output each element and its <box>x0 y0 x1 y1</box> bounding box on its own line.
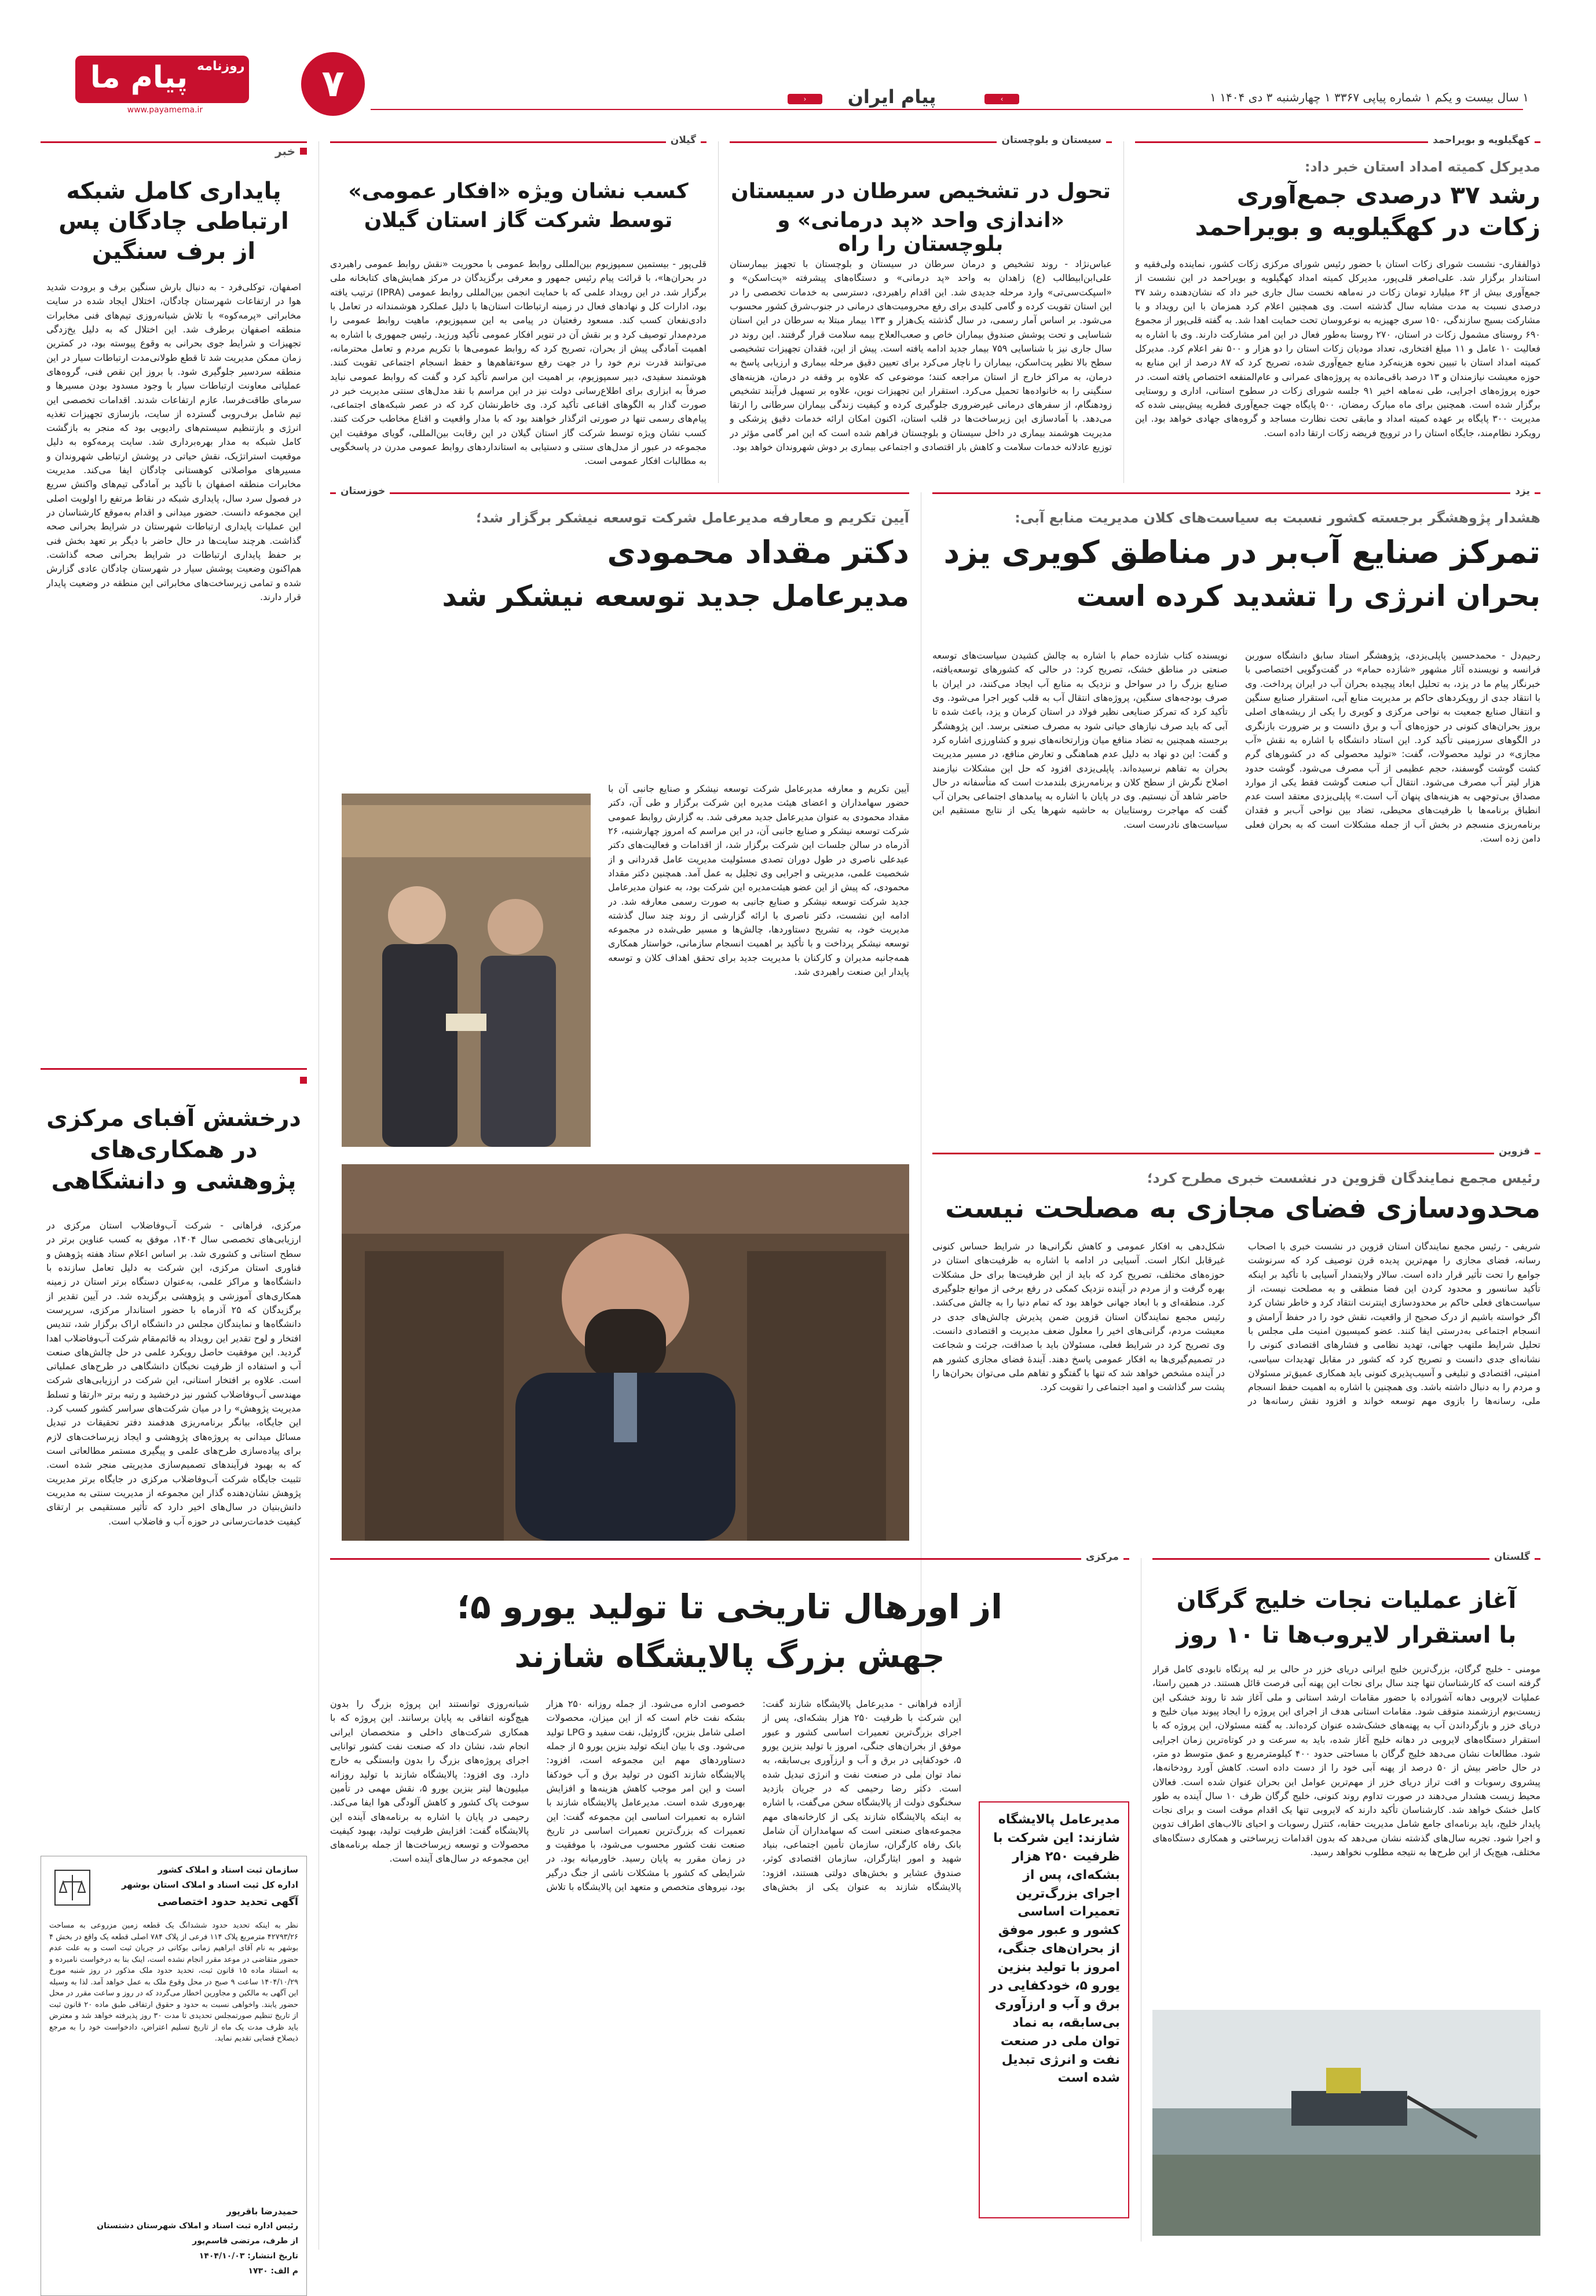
column-divider <box>1123 141 1124 483</box>
title-line1: تمرکز صنایع آب‌بر در مناطق کویری یزد <box>943 534 1540 571</box>
title-line2: «اندازی واحد «پد درمانی» و بلوچستان را راه <box>777 209 1064 256</box>
body: آزاده فراهانی - مدیرعامل پالایشگاه شازند گفت: این شرکت با ظرفیت ۲۵۰ هزار بشکه‌ای، پس از اجرای بزرگ‌ترین تعمیرات اساسی کشور و عبور موفق از بحران‌های جنگی، امروز با تولید بنزین یورو ۵، خودکفایی در برق و آب و ارزآوری بی‌سابقه، به نماد توان ملی در صنعت نفت و انرژی تبدیل شده است. دکتر رضا رحیمی که در جریان بازدید سخنگوی دولت از پالایشگاه سخن می‌گفت، با اشاره به اینکه پالایشگاه شازند یکی از کارخانه‌های مهم مجموعه‌های صنعتی است که سهامداران آن شامل بانک رفاه کارگران، سازمان تأمین اجتماعی، بنیاد شهید و امور ایثارگران، سازمان اقتصادی کوثر، صندوق عشایر و بخش‌های دولتی هستند، افزود: پالایشگاه شازند به عنوان یکی از بخش‌های خصوصی اداره می‌شود. از جمله روزانه ۲۵۰ هزار بشکه نفت خام است که از این میزان، محصولات اصلی شامل بنزین، گازوئیل، نفت سفید و LPG تولید می‌شود. وی با بیان اینکه تولید بنزین یورو ۵ از جمله دستاوردهای مهم این مجموعه است، افزود: پالایشگاه شازند اکنون در تولید برق و آب خودکفا است و این امر موجب کاهش هزینه‌ها و افزایش بهره‌وری شده است. مدیرعامل پالایشگاه شازند با اشاره به تعمیرات اساسی این مجموعه گفت: این تعمیرات که بزرگ‌ترین تعمیرات اساسی در تاریخ صنعت نفت کشور محسوب می‌شود، با موفقیت و در زمان مقرر به پایان رسید. خاورمیانه بود. در شرایطی که کشور با مشکلات ناشی از جنگ درگیر بود، نیروهای متخصص و متعهد این پالایشگاه با تلاش شبانه‌روزی توانستند این پروژه بزرگ را بدون هیچ‌گونه اتفاقی به پایان برسانند. این پروژه که با همکاری شرکت‌های داخلی و متخصصان ایرانی انجام شد، نشان داد که صنعت نفت کشور توانایی اجرای پروژه‌های بزرگ را بدون وابستگی به خارج دارد. وی افزود: پالایشگاه شازند با تولید روزانه میلیون‌ها لیتر بنزین یورو ۵، نقش مهمی در تأمین سوخت پاک کشور و کاهش آلودگی هوا ایفا می‌کند. رحیمی در پایان با اشاره به برنامه‌های آینده این پالایشگاه گفت: افزایش ظرفیت تولید، بهبود کیفیت محصولات و توسعه زیرساخت‌ها از جمله برنامه‌های این مجموعه در سال‌های آینده است. <box>330 1698 961 1893</box>
title: محدودسازی فضای مجازی به مصلحت نیست <box>945 1192 1540 1224</box>
title-line2: با استقرار لایروب‌ها تا ۱۰ روز <box>1176 1622 1517 1648</box>
body: قلی‌پور - بیستمین سمپوزیوم بین‌المللی روابط عمومی با محوریت «نقش روابط عمومی راهبردی در بحران‌ها»، با قرائت پیام رئیس جمهور و معرفی برگزیدگان در مرکز همایش‌های کتابخانه ملی برگزار شد. در این رویداد علمی که با حمایت انجمن بین‌المللی روابط عمومی (IPRA) ترتیب یافته بود، ادارات کل و نهادهای فعال در زمینه ارتباطات استان‌ها با دلیل عملکرد هوشمندانه در تعامل با دادی‌نفعان کسب کند. مسعود رفعتیان در پیامی به این سمپوزیوم، ماهیت روابط عمومی را مردم‌مدار توصیف کرد و بر نقش آن در تنویر افکار عمومی تأکید ورزید. رئیس جمهوری با اشاره به اهمیت آمادگی پیش از بحران، تصریح کرد که روابط عمومی‌ها با تکریم مردم و تعامل محترمانه، می‌توانند قدرت نرم خود را در جهت رفع سوءتفاهم‌ها و حفظ انسجام اجتماعی تقویت کنند. هوشمند سفیدی، دبیر سمپوزیوم، بر اهمیت این مراسم تأکید کرد و گفت که روابط عمومی نباید صرفاً به ابزاری برای اطلاع‌رسانی دولت نیز در این مراسم با نقد مدل‌های سنتی مدیریت خبر در صورت گذار به الگوهای اقناعی تأکید کرد. وی خاطرنشان کرد که در عصر شبکه‌های اجتماعی، پیام‌های رسمی تنها در صورتی اثرگذار خواهند بود که با مدار واقعیت و اقناع مخاطب حرکت کنند. کسب نشان ویژه توسط شرکت گاز استان گیلان در این رقابت بین‌المللی، گویای موفقیت این مجموعه در عبور از مدل‌های سنتی و دستیابی به استانداردهای روابط عمومی مدرن در پاسخگویی به مطالبات افکار عمومی است. <box>330 258 707 467</box>
article-kohgiluyeh <box>1135 134 1540 483</box>
masthead <box>0 0 1596 139</box>
title-line1: آغاز عملیات نجات خلیج گرگان <box>1176 1587 1517 1614</box>
kicker: رئیس مجمع نمایندگان قزوین در نشست خبری مطرح کرد؛ <box>1147 1170 1540 1186</box>
section-tag: خوزستان <box>336 485 390 497</box>
title-line2: جهش بزرگ پالایشگاه شازند <box>514 1638 945 1675</box>
legal-notice-box <box>41 1856 307 2296</box>
title-line1: از اورهال تاریخی تا تولید یورو ۵؛ <box>456 1587 1003 1626</box>
body: مومنی - خلیج گرگان، بزرگ‌ترین خلیج ایرانی دریای خزر در حالی بر لبه پرتگاه نابودی کامل قرار گرفته است که کارشناسان تنها چند سال برای نجات این پهنه آبی فرصت قائل هستند. در همین راستا، عملیات لایروبی دهانه آشوراده با حضور مقامات ارشد استانی و ملی آغاز شد تا روند خشکی این زیست‌بوم ارزشمند متوقف شود. مقامات استانی هدف از اجرای این پروژه را ایجاد پیوند میان خلیج و دریای خزر و بازگرداندن آب به پهنه‌های خشک‌شده عنوان کرده‌اند. به گفته مسئولان، این پروژه که با استقرار دستگاه‌های لایروبی در دهانه خلیج آغاز شده، باید به سرعت و در کوتاه‌ترین زمان اجرایی شود. مطالعات نشان می‌دهد خلیج گرگان با مساحتی حدود ۴۰۰ کیلومترمربع و عمق متوسط دو متر، در حال حاضر بیش از ۵۰ درصد از پهنه آبی خود را از دست داده است. کاهش آورد رودخانه‌ها، پیشروی رسوبات و افت تراز دریای خزر از مهم‌ترین عوامل این بحران عنوان شده است. فعالان محیط زیست هشدار می‌دهند در صورت تداوم روند کنونی، خلیج گرگان ظرف ۱۰ سال آینده به طور کامل خشک خواهد شد. کارشناسان تأکید دارند که لایروبی تنها یک اقدام موقت است و برای نجات پایدار خلیج، باید برنامه‌ای جامع شامل مدیریت حقابه، کنترل رسوبات و احیای تالاب‌های اطراف تدوین و اجرا شود. تجربه سال‌های گذشته نشان می‌دهد که بدون اقدامات زیرساختی و همکاری دستگاه‌های مختلف، هیچ‌یک از این طرح‌ها به نتیجه مطلوب نخواهد رسید. <box>1152 1663 1540 1858</box>
chadegan-body: اصفهان، توکلی‌فرد - به دنبال بارش سنگین برف و برودت شدید هوا در ارتفاعات شهرستان چادگان، اختلال ایجاد شده در سایت مخابراتی «پرمه‌کوه» با تلاش شبانه‌روزی تیم‌های فنی مخابرات منطقه اصفهان برطرف شد. این اختلال که به دلیل یخ‌زدگی تجهیزات و شرایط جوی بحرانی به وقوع پیوسته بود، در کمترین زمان ممکن مدیریت شد تا قطع طولانی‌مدت ارتباطات سیار در این منطقه سردسیر جلوگیری شود. با بروز این نقص فنی، گروه‌های عملیاتی معاونت ارتباطات سیار با وجود مسدود بودن مسیرها و سرمای طاقت‌فرسا، عازم ارتفاعات شدند. اقدامات تخصصی این تیم شامل برف‌روبی گسترده از سایت، بازسازی تجهیزات تغذیه انرژی و بازتنظیم سیستم‌های رادیویی بود که منجر به بازگشت کامل شبکه به مدار بهره‌برداری شد. سایت پرمه‌کوه به دلیل موقعیت استراتژیک، نقش حیاتی در پوشش ارتباطی شهروندان و مسیرهای مواصلاتی کوهستانی چادگان ایفا می‌کند. مدیریت مخابرات منطقه اصفهان با تأکید بر آمادگی تیم‌های واکنش سریع در فصول سرد سال، پایداری شبکه در نقاط مرتفع را اولویت اصلی این مجموعه دانست. حضور میدانی و اقدام به‌موقع کارشناسان در این عملیات پایداری ارتباطات شهرستان در شرایط بحرانی صحه گذاشت. هرچند سایت‌ها در حال حاضر با دیگر بر تعهد بخش فنی بر حفظ پایداری ارتباطات در شرایط بحرانی صحه گذاشت. هم‌اکنون وضعیت پوشش سیار در شهرستان چادگان عادی گزارش شده و تمامی زیرساخت‌های مخابراتی این منطقه در وضعیت پایدار قرار دارند. <box>46 281 301 602</box>
section-tag: سیستان و بلوچستان <box>997 134 1106 146</box>
news-divider <box>41 1068 307 1070</box>
notice-date: تاریخ انتشار: ۱۴۰۴/۱۰/۰۳ <box>199 2251 298 2261</box>
title-line1: دکتر مقداد محمودی <box>607 534 909 571</box>
header-rule <box>371 109 1523 110</box>
section-rule <box>1152 1558 1540 1560</box>
kicker: مدیرکل کمیته امداد استان خبر داد: <box>1304 159 1540 175</box>
article-gilan <box>330 134 707 483</box>
logo-small-label: روزنامه <box>197 59 245 74</box>
section-tag: گیلان <box>666 134 701 146</box>
kicker: آیین تکریم و معارفه مدیرعامل شرکت توسعه نیشکر برگزار شد؛ <box>475 510 909 526</box>
page-number: ۷ <box>321 63 345 105</box>
column-divider <box>718 141 719 483</box>
news-label: خبر <box>274 144 295 158</box>
notice-org2: اداره کل ثبت اسناد و املاک استان بوشهر <box>121 1880 298 1890</box>
title-line2: مدیرعامل جدید توسعه نیشکر شد <box>442 579 909 613</box>
dateline: ۱ سال بیست و یکم ۱ شماره پیاپی ۳۳۶۷ ۱ چهارشنبه ۳ دی ۱۴۰۴ ۱ <box>1210 90 1529 104</box>
photo-handshake <box>342 794 591 1147</box>
kicker: هشدار پژوهشگر برجسته کشور نسبت به سیاست‌های کلان مدیریت منابع آبی: <box>1015 510 1540 526</box>
article-golestan <box>1152 1551 1540 2242</box>
newspaper-logo <box>75 56 249 103</box>
notice-body: نظر به اینکه تحدید حدود ششدانگ یک قطعه زمین مزروعی به مساحت ۴۲۷۹۳/۲۶ مترمربع پلاک ۱۱۴ فرعی از پلاک ۷۸۴ اصلی قطعه یک واقع در بخش ۴ بوشهر به نام آقای ابراهیم زمانی بوکانی در جریان ثبت است و به علت عدم حضور متقاضی در موعد مقرر انجام نشده است، اینک بنا به درخواست نامبرده و به استناد ماده ۱۵ قانون ثبت، تحدید حدود ملک مذکور در روز شنبه مورخ ۱۴۰۴/۱۰/۲۹ ساعت ۹ صبح در محل وقوع ملک به عمل خواهد آمد. لذا به وسیله این آگهی به مالکین و مجاورین اخطار می‌گردد که در روز و ساعت مقرر در محل حضور یابند. واخواهی نسبت به حدود و حقوق ارتفاقی طبق ماده ۲۰ قانون ثبت از تاریخ تنظیم صورتمجلس تحدیدی تا مدت ۳۰ روز پذیرفته خواهد شد و معترض باید ظرف مدت یک ماه از تاریخ تسلیم اعتراض، دادخواست خود را به مرجع ذیصلاح قضایی تقدیم نماید. <box>49 1921 298 2043</box>
chadegan-title: پایداری کامل شبکه ارتباطی چادگان پس از برف سنگین <box>58 178 289 265</box>
article-sistan <box>730 134 1112 483</box>
notice-org1: سازمان ثبت اسناد و املاک کشور <box>158 1864 298 1875</box>
pullquote-box <box>979 1801 1129 2218</box>
title-line2: بحران انرژی را تشدید کرده است <box>1076 579 1540 613</box>
section-tag: یزد <box>1510 485 1535 497</box>
page-number-badge <box>301 52 365 116</box>
section-rule <box>932 492 1540 494</box>
article-yazd <box>932 485 1540 1147</box>
photo-dredger <box>1152 2010 1540 2236</box>
section-rule <box>330 141 707 143</box>
red-square-icon <box>300 1077 307 1084</box>
body-right: رحیم‌دل - محمدحسین پاپلی‌یزدی، پژوهشگر استاد سابق دانشگاه سوربن فرانسه و نویسنده آثار مشهور «شازده حمام» در گفت‌وگویی اختصاصی با خبرنگار پیام ما در یزد، به تحلیل ابعاد پیچیده بحران آب در ایران پرداخت. وی با انتقاد جدی از رویکردهای حاکم بر مدیریت منابع آبی، استقرار صنایع سنگین و انتقال صنایع جمعیت به نواحی مرکزی و کویری را یکی از ریشه‌های اصلی بروز بحران‌های کنونی در حوزه‌های آب و برق دانست و بر ضرورت بازنگری در الگوهای سرزمینی تأکید کرد. این استاد دانشگاه با اشاره به نقش «آب مجازی» در تولید محصولات، گفت: «تولید محصولی که در کشورهای گرم کشت گوشت گوسفند، حجم عظیمی از آب مصرف می‌شود. گوشت حدود هزار لیتر آب مصرف می‌شود. انتقال آب صنعت گوشت فقط یکی از موارد مصداق بی‌توجهی به هزینه‌های پنهان آب است.» پاپلی‌یزدی معتقد است عدم انطباق برنامه‌ها با ظرفیت‌های محیطی، تضاد بین نواحی آب‌بر و فقدان برنامه‌ریزی منسجم در بخش آب از جمله مشکلات است که به بحران فعلی دامن زده است. <box>1245 650 1540 844</box>
news-label-bar <box>41 141 307 159</box>
notice-title: آگهی تحدید حدود اختصاصی <box>157 1896 298 1908</box>
section-rule <box>330 1558 1129 1560</box>
section-tag: گلستان <box>1489 1551 1535 1563</box>
photo-portrait <box>342 1164 909 1541</box>
notice-signer-title: رئیس اداره ثبت اسناد و املاک شهرستان دشتستان <box>97 2221 298 2231</box>
body: عباس‌نژاد - روند تشخیص و درمان سرطان در سیستان و بلوچستان با تجهیز بیمارستان علی‌ابن‌ابیطالب (ع) زاهدان به واحد «پد درمانی» و دستگاه‌های پیشرفته «پت‌اسکن» و «اسپکت‌سی‌تی» وارد مرحله جدیدی شد. این اقدام راهبردی، دسترسی به خدمات تخصصی را در این استان تقویت کرده و گامی کلیدی برای رفع محرومیت‌های درمانی در جنوب‌شرق کشور محسوب می‌شود. بر اساس آمار رسمی، در سال گذشته یک‌هزار و ۱۳۳ بیمار مبتلا به سرطان در این استان شناسایی و تحت پوشش صندوق بیماران خاص و صعب‌العلاج بیمه سلامت قرار گرفتند. این روند در سال جاری نیز با شناسایی ۷۵۹ بیمار جدید ادامه یافته است. پیش از این، فقدان تجهیزات تشخیصی سطح بالا نظیر پت‌اسکن، بیماران را ناچار می‌کرد برای تعیین دقیق مرحله بیماری و ارزیابی پاسخ به درمان، به مراکز خارج از استان مراجعه کنند؛ موضوعی که علاوه بر وقفه در درمان، هزینه‌های سنگینی را به خانواده‌ها تحمیل می‌کرد. استقرار این تجهیزات نوین، علاوه بر تسهیل فرآیند تشخیص زودهنگام، از سفرهای درمانی غیرضروری جلوگیری کرده و کیفیت زندگی بیماران سرطانی را ارتقا می‌دهد. با آمادسازی این زیرساخت‌ها در قلب استان، اکنون امکان ارائه خدمات دقیق پزشکی و مدیریت هوشمند بیماری در داخل سیستان و بلوچستان فراهم شده است که این امر گامی مؤثر در توزیع عادلانه خدمات سلامت و کاهش بار اقتصادی و اجتماعی بیماری بر دوش شهروندان خواهد بود. <box>730 258 1112 453</box>
body: ذوالفقاری- نشست شورای زکات استان با حضور رئیس شورای مرکزی زکات کشور، نماینده ولی‌فقیه و استاندار برگزار شد. علی‌اصغر قلی‌پور، مدیرکل کمیته امداد کهگیلویه و بویراحمد در این نشست از جمع‌آوری بیش از ۶۳ میلیارد تومان زکات در نه‌ماهه نخست سال جاری خبر داد که نشان‌دهنده رشد ۳۷ درصدی نسبت به مدت مشابه سال گذشته است. وی همچنین اعلام کرد همزمان با این رویداد و با مشارکت بسیج سازندگی، ۱۵۰ سری جهیزیه به نوعروسان تحت حمایت اهدا شد. به گفته قلی‌پور از مجموع ۶۹۰ روستای مشمول زکات در استان، ۲۷۰ روستا به‌طور فعال در این امر مشارکت دارند. وی با اشاره به فعالیت ۱۰ عامل و ۱۱ مبلغ افتخاری، تعداد مودیان زکات استان را دو هزار و ۵۰۰ نفر اعلام کرد. مدیرکل کمیته امداد استان با تبیین نحوه هزینه‌کرد منابع جمع‌آوری شده، تصریح کرد که ۸۷ درصد از این منابع به حوزه معیشت نیازمندان و ۱۳ درصد باقی‌مانده به پروژه‌های عمرانی و عام‌المنفعه اختصاص یافته است. در حوزه پروژه‌های اجرایی، طی نه‌ماهه اخیر ۹۱ جلسه شورای زکات در سطوح استانی، اداری و روستایی برگزار شده است. همچنین برای ماه مبارک رمضان، ۵۰۰ پایگاه جهت جمع‌آوری فطریه پیش‌بینی شده که مدیریت ۳۰۰ پایگاه بر عهده کمیته امداد و مابقی تحت نظارت مساجد و گروه‌های جهادی خواهد بود. این رویکرد نظام‌مند، جایگاه استان را در ترویج فریضه زکات ارتقا داده است. <box>1135 258 1540 438</box>
title-line1: کسب نشان ویژه «افکار عمومی» <box>348 180 689 203</box>
section-tag: کهگیلویه و بویراحمد <box>1428 134 1535 146</box>
title-line1: تحول در تشخیص سرطان در سیستان <box>731 180 1111 203</box>
body: شریفی - رئیس مجمع نمایندگان استان قزوین در نشست خبری با اصحاب رسانه، فضای مجازی را مهم‌ترین پدیده قرن توصیف کرد که سرنوشت جوامع را تحت تأثیر قرار داده است. سالار ولایتمدار آسیایی با تأکید بر اینکه تأکید سانسور و محدود کردن این فضا منطقی و به مصلحت نیست، از سیاست‌های فعلی حاکم بر محدودسازی اینترنت انتقاد کرد و خاطر نشان کرد اگر خواسته باشیم از درک صحیح از واقعیت، نقش خود را در حفظ آرامش و انسجام اجتماعی به‌درستی ایفا کنند. عضو کمیسیون امنیت ملی مجلس با تحلیل شرایط ملتهب جهانی، تهدید نظامی و فشارهای اقتصادی کنونی را نشانه‌ای جدی دانست و تصریح کرد که کشور در مقابل تهدیدات سیاسی، امنیتی، اقتصادی و تبلیغی و آسیب‌پذیری کنونی باید همکاری عمیق‌تر مسئولان و مردم را به دنبال داشته باشد. وی همچنین با اشاره به اهمیت حفظ انسجام ملی، رسانه‌ها را بازوی مهم توسعه خواند و افزود نقش رسانه‌ها در شکل‌دهی به افکار عمومی و کاهش نگرانی‌ها در شرایط حساس کنونی غیرقابل انکار است. آسیایی در ادامه با اشاره به ظرفیت‌های استان در حوزه‌های مختلف، تصریح کرد که باید از این ظرفیت‌ها برای حل مشکلات بهره گرفت و از مردم در آینده نزدیک کمکی در رفع برخی از موانع جلوگیری کرد. منطقه‌ای و با ابعاد جهانی خواهد بود که تمام دنیا را به چالش می‌کشد. رئیس مجمع نمایندگان استان قزوین ضمن پذیرش چالش‌های جدی در معیشت مردم، گرانی‌های اخیر را معلول ضعف مدیریت و اقتصادی دانست. وی تصریح کرد در شرایط فعلی، مسئولان باید با صداقت، جرئت و شجاعت در تصمیم‌گیری‌ها به افکار عمومی پاسخ دهند. آیندۀ فضای مجازی کشور هم در آینده مشخص خواهد شد که تنها با گفتگو و تفاهم ملی می‌توان بحران‌ها را پشت سر گذاشت و امید اجتماعی را تقویت کرد. <box>932 1241 1540 1407</box>
section-tag: قزوین <box>1494 1146 1535 1157</box>
notice-code: م الف: ۱۷۳۰ <box>248 2266 298 2276</box>
red-square-icon <box>300 148 307 155</box>
title: رشد ۳۷ درصدی جمع‌آوری زکات در کهگیلویه و بویراحمد <box>1195 181 1540 241</box>
fars-title: درخشش آفبای مرکزی در همکاری‌های پژوهشی و دانشگاهی <box>46 1105 301 1194</box>
section-arrow-left: ‹ <box>788 94 822 104</box>
logo-text: پیام ما <box>90 60 188 95</box>
body-left: نویسنده کتاب شازده حمام با اشاره به چالش کشیدن سیاست‌های توسعه صنعتی در مناطق خشک، تصریح کرد: در حالی که کشورهای توسعه‌یافته، صنایع بزرگ را در سواحل و نزدیک به منابع آب ایجاد می‌کنند، در ایران با صرف بودجه‌های سنگین، پروژه‌های انتقال آب به قلب کویر اجرا می‌شود. وی تأکید کرد که تمرکز صنایعی نظیر فولاد در استان کرمان و یزد، باعث شده تا آبی که باید صرف نیازهای حیاتی شود به مصرف صنعتی برسد. این پژوهشگر برجسته همچنین به تضاد منافع میان وزارتخانه‌های نیرو و کشاورزی اشاره کرد و گفت: این دو نهاد به دلیل عدم هماهنگی و تعارض منافع، در مسیر مدیریت بحران به تفاهم نرسیده‌اند. پاپلی‌یزدی افزود که حل این مشکلات نیازمند اصلاح نگرش از سطح کلان و برنامه‌ریزی بلندمدت است که متأسفانه در حال حاضر شاهد آن نیستیم. وی در پایان با اشاره به پیامدهای اجتماعی بحران آب گفت که مهاجرت روستاییان به حاشیه شهرها یکی از نتایج مستقیم این سیاست‌های نادرست است. <box>932 650 1228 830</box>
section-tag: مرکزی <box>1081 1551 1123 1563</box>
header-section-title: پیام ایران <box>847 86 936 108</box>
body: آیین تکریم و معارفه مدیرعامل شرکت توسعه نیشکر و صنایع جانبی آن با حضور سهامداران و اعضای هیئت مدیره این شرکت برگزار و طی آن، دکتر مقداد محمودی به عنوان مدیرعامل جدید معرفی شد. به گزارش روابط عمومی شرکت توسعه نیشکر و صنایع جانبی آن، در این مراسم که امروز چهارشنبه، ۲۶ آذرماه در سالن جلسات این شرکت برگزار شد، از اقدامات و فعالیت‌های دکتر عبدعلی ناصری در طول دوران تصدی مسئولیت مدیریت عامل قدردانی و از شخصیت علمی، مدیریتی و اجرایی وی تجلیل به عمل آمد. همچنین دکتر مقداد محمودی، که پیش از این عضو هیئت‌مدیره این شرکت بود، به عنوان مدیرعامل جدید شرکت توسعه نیشکر و صنایع جانبی به صورت رسمی معارفه شد. در ادامه این نشست، دکتر ناصری با ارائه گزارشی از روند چند سال گذشته مدیریت خود، به تشریح دستاوردها، چالش‌ها و مسیر طی‌شده در مجموعه توسعه نیشکر پرداخت و با تأکید بر اهمیت انسجام سازمانی، خواستار همکاری همه‌جانبه مدیران و کارکنان با مدیریت جدید برای تحقق اهداف کلان و توسعه پایدار این صنعت راهبردی شد. <box>608 783 909 978</box>
article-khuzestan <box>330 485 909 1546</box>
notice-signer-name: حمیدرضا باقرپور <box>226 2206 298 2217</box>
title-line2: توسط شرکت گاز استان گیلان <box>364 209 673 232</box>
emblem-icon <box>49 1864 96 1911</box>
news-column <box>41 141 307 2276</box>
section-arrow-right: › <box>984 94 1019 104</box>
pullquote: مدیرعامل پالایشگاه شازند: این شرکت با ظرفیت ۲۵۰ هزار بشکه‌ای، پس از اجرای بزرگ‌ترین تعمیرات اساسی کشور و عبور موفق از بحران‌های جنگی، امروز با تولید بنزین یورو ۵، خودکفایی در برق و آب و ارزآوری بی‌سابقه، به نماد توان ملی در صنعت نفت و انرژی تبدیل شده است <box>989 1812 1120 2086</box>
article-qazvin <box>932 1146 1540 1546</box>
fars-body: مرکزی، فراهانی - شرکت آب‌وفاضلاب استان مرکزی در ارزیابی‌های تخصصی سال ۱۴۰۴، موفق به کسب عناوین برتر در سطح استانی و کشوری شد. بر اساس اعلام ستاد هفته پژوهش و فناوری استان مرکزی، این شرکت به دلیل تعامل سازنده با دانشگاه‌ها و مراکز علمی، به‌عنوان دستگاه برتر استان در زمینه همکاری‌های آموزشی و پژوهشی برگزیده شد. در آیین تقدیر از برگزیدگان که ۲۵ آذرماه با حضور استاندار مرکزی، سرپرست دانشگاه‌ها و نمایندگان مجلس در دانشگاه اراک برگزار شد، تندیس افتخار و لوح تقدیر این رویداد به قائم‌مقام شرکت آب‌وفاضلاب اهدا گردید. این موفقیت حاصل رویکرد علمی در حل چالش‌های صنعت آب و استفاده از ظرفیت نخبگان دانشگاهی در طرح‌های عملیاتی است. علاوه بر افتخار استانی، این شرکت در ارزیابی‌های شرکت مهندسی آب‌وفاضلاب کشور نیز درخشید و رتبه برتر «ارتقا و تسلط مدیریت پژوهش» را در میان شرکت‌های سراسر کشور کسب کرد. این جایگاه، بیانگر برنامه‌ریزی هدفمند دفتر تحقیقات در تبدیل مسائل میدانی به پروژه‌های پژوهشی و ایجاد زیرساخت‌های لازم برای پیاده‌سازی طرح‌های علمی و پیگیری مستمر مطالعاتی است که به بهبود فرآیندهای تصمیم‌سازی مدیریتی منجر شده است. تثبیت جایگاه شرکت آب‌وفاضلاب مرکزی در جایگاه برتر مدیریت پژوهش نشان‌دهنده گذار این مجموعه از مدیریت سنتی به مدیریت دانش‌بنیان در سال‌های اخیر دارد که تأثیر مستقیمی بر ارتقای کیفیت خدمات‌رسانی در حوزه آب و فاضلاب است. <box>46 1220 301 1527</box>
notice-by: از طرف، مرتضی قاسم‌پور <box>192 2236 298 2246</box>
section-rule <box>330 492 909 494</box>
article-markazi <box>330 1551 1129 2242</box>
section-rule <box>932 1153 1540 1154</box>
site-url[interactable]: www.payamema.ir <box>127 105 203 115</box>
